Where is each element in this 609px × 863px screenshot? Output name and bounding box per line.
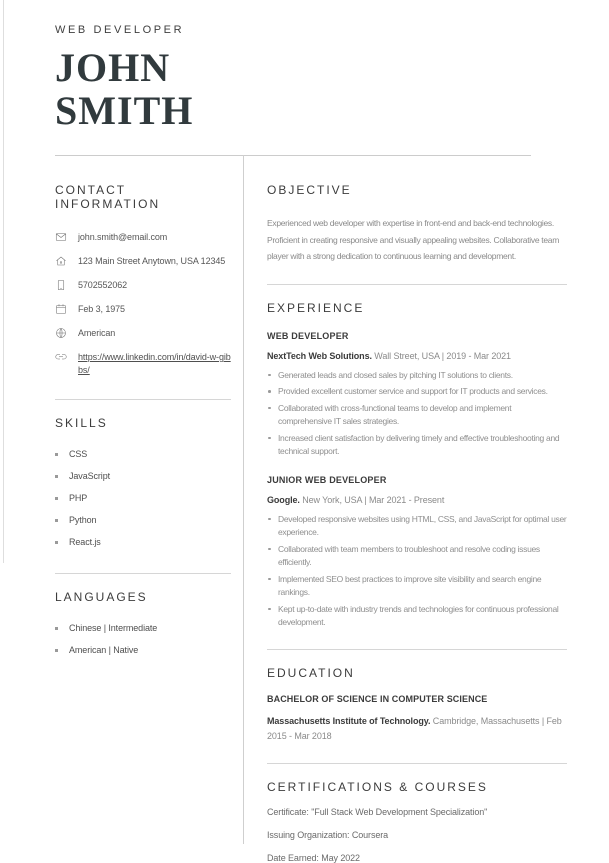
certificate-name: Certificate: "Full Stack Web Development Specialization" xyxy=(267,806,488,817)
experience-heading: EXPERIENCE xyxy=(267,300,365,315)
dot-bullet-icon xyxy=(268,578,271,581)
certificate-issuer: Issuing Organization: Coursera xyxy=(267,829,389,840)
last-name: SMITH xyxy=(55,88,194,133)
dot-bullet-icon xyxy=(268,407,271,410)
languages-heading: LANGUAGES xyxy=(55,590,148,604)
job-company: NextTech Web Solutions. xyxy=(267,350,372,361)
job-bullet: Increased client satisfaction by delivering timely and effective troubleshooting and technical support. xyxy=(267,432,567,459)
certificate-date: Date Earned: May 2022 xyxy=(267,852,360,863)
contact-row-nationality xyxy=(55,327,231,340)
skill-item: Python xyxy=(55,516,231,525)
job-bullet-list xyxy=(267,513,567,630)
job-title: JUNIOR WEB DEVELOPER xyxy=(267,474,387,485)
link-icon xyxy=(55,351,68,364)
job-bullet: Generated leads and closed sales by pitching IT solutions to clients. xyxy=(267,369,567,383)
job-bullet-list xyxy=(267,369,567,459)
job-company: Google. xyxy=(267,494,300,505)
job-entry xyxy=(267,331,567,459)
globe-icon xyxy=(55,327,68,340)
page-edge-line xyxy=(3,0,4,563)
square-bullet-icon xyxy=(55,627,58,630)
skills-divider xyxy=(55,399,231,400)
contact-row-birthdate xyxy=(55,303,231,316)
job-bullet: Developed responsive websites using HTML, CSS, and JavaScript for optimal user experience. xyxy=(267,513,567,540)
contact-row-linkedin xyxy=(55,351,231,377)
square-bullet-icon xyxy=(55,649,58,652)
square-bullet-icon xyxy=(55,541,58,544)
square-bullet-icon xyxy=(55,475,58,478)
skill-item: PHP xyxy=(55,494,231,503)
contact-birthdate: Feb 3, 1975 xyxy=(78,304,125,314)
job-bullet: Provided excellent customer service and support for IT products and services. xyxy=(267,385,567,399)
skills-section xyxy=(55,416,231,547)
skill-item: CSS xyxy=(55,450,231,459)
contact-heading: CONTACT INFORMATION xyxy=(55,183,161,211)
education-degree: BACHELOR OF SCIENCE IN COMPUTER SCIENCE xyxy=(267,693,488,704)
linkedin-link[interactable]: https://www.linkedin.com/in/david-w-gibbs/ xyxy=(78,352,231,375)
contact-row-address xyxy=(55,255,231,268)
certifications-heading: CERTIFICATIONS & COURSES xyxy=(267,779,488,794)
objective-heading: OBJECTIVE xyxy=(267,183,352,197)
job-bullet: Implemented SEO best practices to improve site visibility and search engine rankings. xyxy=(267,573,567,600)
square-bullet-icon xyxy=(55,453,58,456)
job-meta: Wall Street, USA | 2019 - Mar 2021 xyxy=(374,350,511,361)
contact-row-phone xyxy=(55,279,231,292)
square-bullet-icon xyxy=(55,519,58,522)
contact-phone: 5702552062 xyxy=(78,280,128,290)
language-item: American | Native xyxy=(55,646,231,655)
dot-bullet-icon xyxy=(268,608,271,611)
job-title: WEB DEVELOPER xyxy=(267,330,349,341)
column-divider xyxy=(243,155,244,844)
left-column xyxy=(55,183,231,655)
skill-item: JavaScript xyxy=(55,472,231,481)
contact-row-email xyxy=(55,231,231,244)
objective-text: Experienced web developer with expertise in front-end and back-end technologies. Proficient in creating responsive and visually appealing websites. Collaborative team player with a strong dedication to continuous learning and development. xyxy=(267,218,560,261)
skills-heading: SKILLS xyxy=(55,416,108,430)
dot-bullet-icon xyxy=(268,518,271,521)
job-bullet: Collaborated with team members to troubleshoot and resolve coding issues efficiently. xyxy=(267,543,567,570)
header-divider xyxy=(55,155,531,156)
education-school-line xyxy=(267,714,567,744)
certifications-divider xyxy=(267,763,567,764)
job-role-label: WEB DEVELOPER xyxy=(55,24,185,36)
calendar-icon xyxy=(55,303,68,316)
dot-bullet-icon xyxy=(268,390,271,393)
contact-email: john.smith@email.com xyxy=(78,232,168,242)
job-company-line xyxy=(267,351,567,361)
job-company-line xyxy=(267,495,567,505)
contact-nationality: American xyxy=(78,328,116,338)
skill-item: React.js xyxy=(55,538,231,547)
job-meta: New York, USA | Mar 2021 - Present xyxy=(302,494,445,505)
dot-bullet-icon xyxy=(268,437,271,440)
dot-bullet-icon xyxy=(268,548,271,551)
first-name: JOHN xyxy=(55,45,171,90)
contact-address: 123 Main Street Anytown, USA 12345 xyxy=(78,256,226,266)
dot-bullet-icon xyxy=(268,374,271,377)
email-icon xyxy=(55,231,68,244)
home-icon xyxy=(55,255,68,268)
education-school: Massachusetts Institute of Technology. xyxy=(267,715,431,726)
square-bullet-icon xyxy=(55,497,58,500)
languages-divider xyxy=(55,573,231,574)
language-item: Chinese | Intermediate xyxy=(55,624,231,633)
right-column xyxy=(267,183,567,863)
contact-list xyxy=(55,231,231,377)
education-divider xyxy=(267,649,567,650)
experience-divider xyxy=(267,284,567,285)
languages-section xyxy=(55,590,231,655)
job-entry xyxy=(267,475,567,630)
education-heading: EDUCATION xyxy=(267,665,355,680)
job-bullet: Kept up-to-date with industry trends and technologies for continuous professional development. xyxy=(267,603,567,630)
header xyxy=(55,24,193,132)
job-bullet: Collaborated with cross-functional teams to develop and implement comprehensive IT sales strategies. xyxy=(267,402,567,429)
education-meta: Cambridge, Massachusetts | Feb 2015 - Mar 2018 xyxy=(267,715,562,741)
phone-icon xyxy=(55,279,68,292)
